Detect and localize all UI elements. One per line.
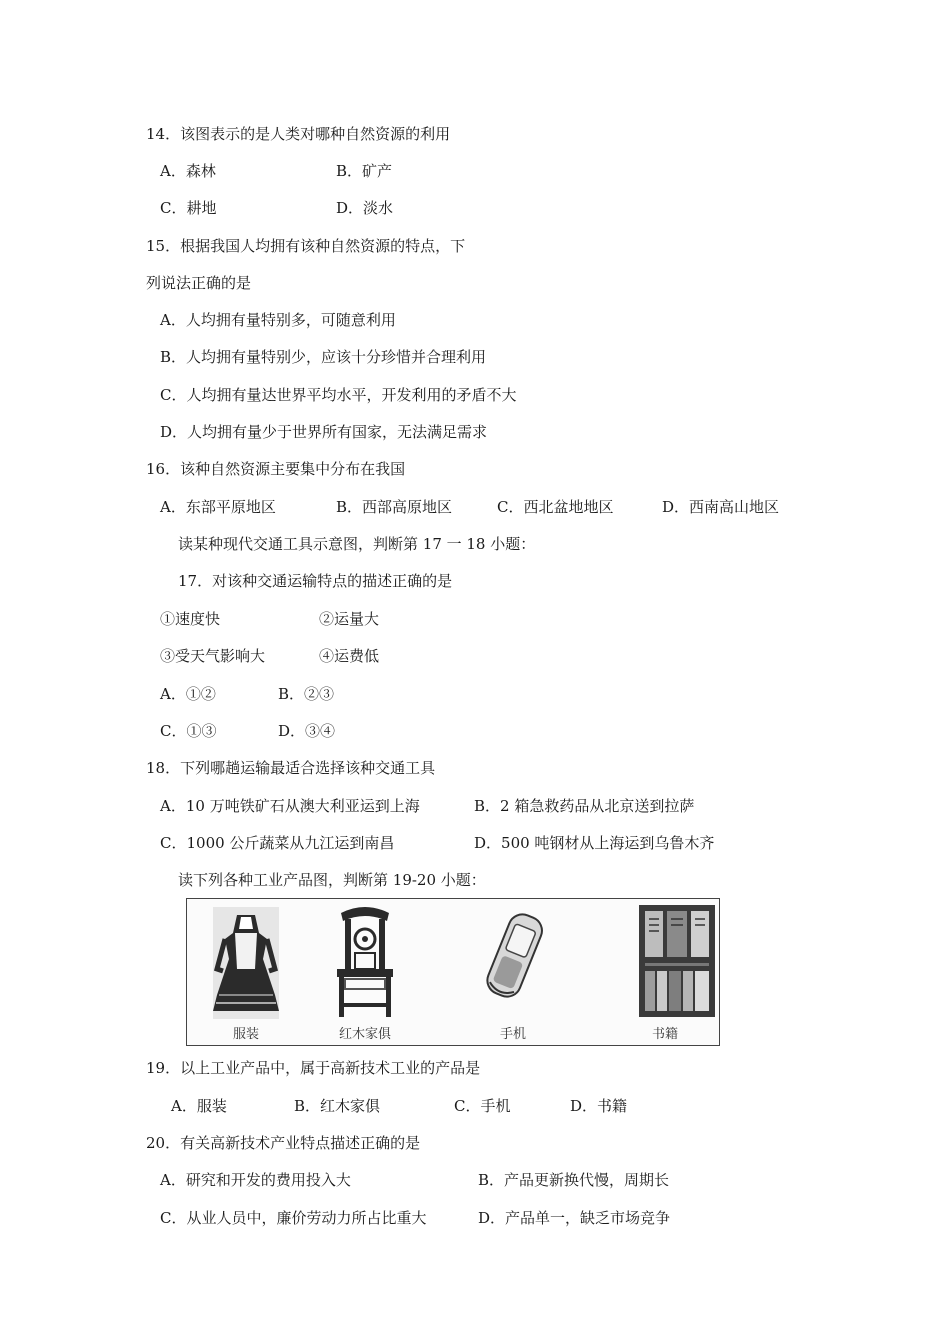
q20-option-d: D．产品单一，缺乏市场竞争 — [478, 1209, 671, 1227]
q14-stem: 14．该图表示的是人类对哪种自然资源的利用 — [146, 125, 451, 143]
q15-stem-line1: 15．根据我国人均拥有该种自然资源的特点，下 — [146, 237, 466, 255]
q19-option-a: A．服装 — [171, 1097, 227, 1115]
clothing-panel — [201, 899, 291, 1045]
q15-stem-line2: 列说法正确的是 — [146, 274, 252, 292]
q18-option-d: D．500 吨钢材从上海运到乌鲁木齐 — [474, 834, 715, 852]
q19-stem: 19．以上工业产品中，属于高新技术工业的产品是 — [146, 1059, 481, 1077]
q18-option-c: C．1000 公斤蔬菜从九江运到南昌 — [160, 834, 395, 852]
q17-statement-4: ④运费低 — [319, 647, 380, 665]
intro-17-18: 读某种现代交通工具示意图，判断第 17 一 18 小题： — [178, 535, 536, 553]
q16-stem: 16．该种自然资源主要集中分布在我国 — [146, 460, 406, 478]
q14-option-b: B．矿产 — [336, 162, 393, 180]
q17-option-b: B．②③ — [278, 685, 335, 703]
q15-option-d: D．人均拥有量少于世界所有国家，无法满足需求 — [160, 423, 488, 441]
q15-option-b: B．人均拥有量特别少，应该十分珍惜并合理利用 — [160, 348, 487, 366]
q17-statement-2: ②运量大 — [319, 610, 380, 628]
q17-stem: 17．对该种交通运输特点的描述正确的是 — [178, 572, 453, 590]
q15-option-a: A．人均拥有量特别多，可随意利用 — [160, 311, 396, 329]
caption-phone: 手机 — [499, 1027, 526, 1042]
q16-option-b: B．西部高原地区 — [336, 498, 453, 516]
phone-panel — [463, 899, 563, 1045]
q18-option-b: B．2 箱急救药品从北京送到拉萨 — [474, 797, 695, 815]
caption-furniture: 红木家俱 — [338, 1027, 391, 1042]
caption-books: 书籍 — [651, 1027, 678, 1042]
q19-option-d: D．书籍 — [570, 1097, 628, 1115]
q17-option-d: D．③④ — [278, 722, 336, 740]
q20-option-c: C．从业人员中，廉价劳动力所占比重大 — [160, 1209, 427, 1227]
dress-icon — [201, 899, 291, 1025]
q20-option-b: B．产品更新换代慢，周期长 — [478, 1171, 670, 1189]
q14-option-d: D．淡水 — [336, 199, 394, 217]
q14-option-c: C．耕地 — [160, 199, 217, 217]
q15-option-c: C．人均拥有量达世界平均水平，开发利用的矛盾不大 — [160, 386, 517, 404]
q16-option-a: A．东部平原地区 — [160, 498, 276, 516]
q19-option-c: C．手机 — [454, 1097, 511, 1115]
caption-clothing: 服装 — [232, 1027, 259, 1042]
q17-statement-1: ①速度快 — [160, 610, 221, 628]
books-panel — [613, 899, 717, 1045]
q18-option-a: A．10 万吨铁矿石从澳大利亚运到上海 — [160, 797, 420, 815]
industrial-products-figure — [186, 898, 720, 1046]
q17-statement-3: ③受天气影响大 — [160, 647, 266, 665]
q20-option-a: A．研究和开发的费用投入大 — [160, 1171, 351, 1189]
q19-option-b: B．红木家俱 — [294, 1097, 381, 1115]
mobile-phone-icon — [463, 899, 563, 1025]
furniture-panel — [315, 899, 415, 1045]
q17-option-a: A．①② — [160, 685, 216, 703]
books-shelf-icon — [613, 899, 717, 1025]
q16-option-d: D．西南高山地区 — [662, 498, 780, 516]
q17-option-c: C．①③ — [160, 722, 217, 740]
q14-option-a: A．森林 — [160, 162, 216, 180]
intro-19-20: 读下列各种工业产品图，判断第 19-20 小题： — [178, 871, 486, 889]
q18-stem: 18．下列哪趟运输最适合选择该种交通工具 — [146, 759, 436, 777]
q16-option-c: C．西北盆地地区 — [497, 498, 614, 516]
q20-stem: 20．有关高新技术产业特点描述正确的是 — [146, 1134, 421, 1152]
chair-icon — [315, 899, 415, 1025]
